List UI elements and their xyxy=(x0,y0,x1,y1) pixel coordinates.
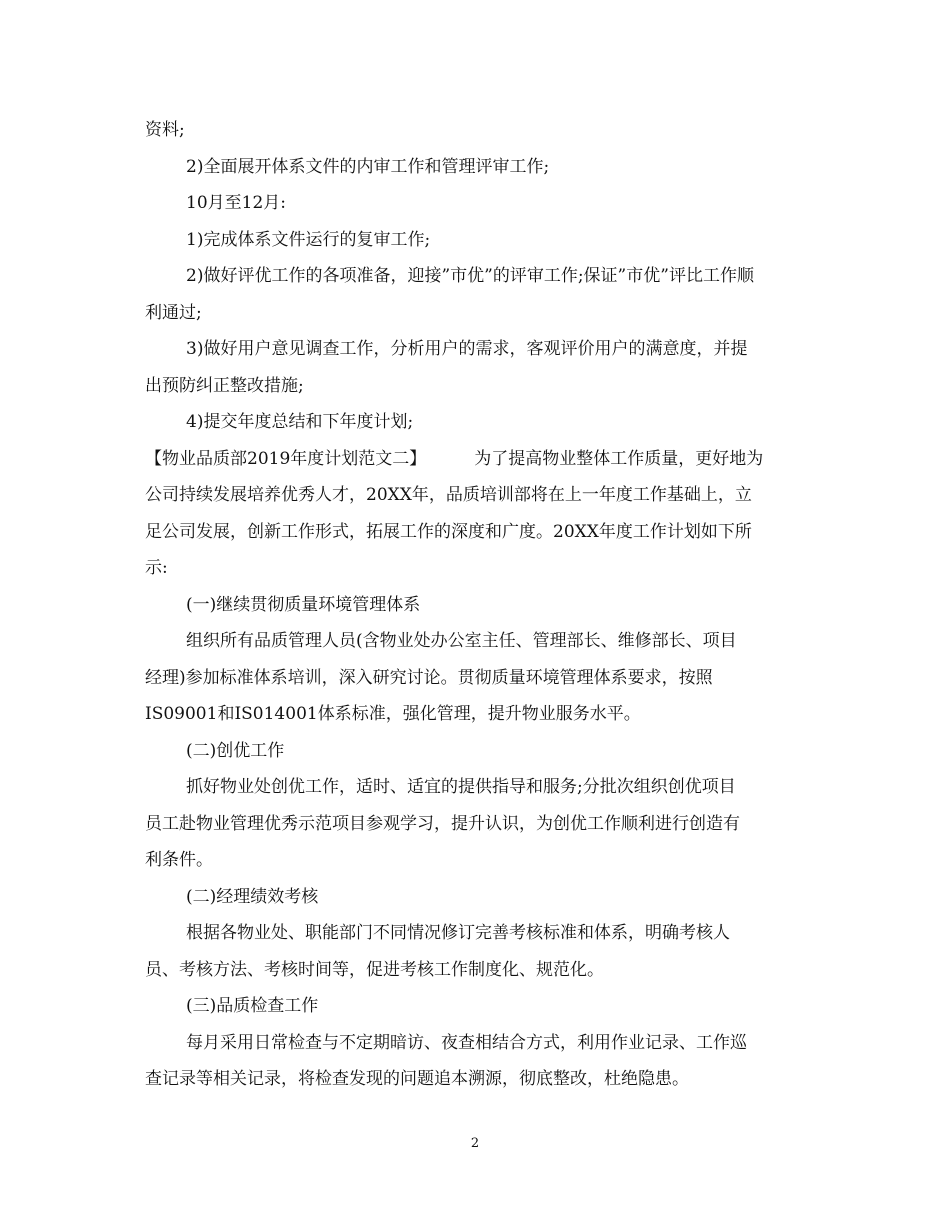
text-line xyxy=(145,915,810,952)
text-line xyxy=(145,696,810,733)
text-line-content: (二)创优工作 xyxy=(186,740,285,761)
text-line xyxy=(145,842,810,879)
text-line xyxy=(145,879,810,916)
text-line xyxy=(145,404,810,441)
text-line xyxy=(145,112,810,149)
text-line-content: 4)提交年度总结和下年度计划; xyxy=(186,412,414,432)
text-line-content: 利条件。 xyxy=(145,850,213,870)
text-line xyxy=(145,331,810,368)
text-line xyxy=(145,295,810,332)
text-line xyxy=(145,587,810,624)
text-line xyxy=(145,1061,810,1098)
text-line xyxy=(145,550,810,587)
page-number: 2 xyxy=(470,1136,480,1151)
text-line xyxy=(145,623,810,660)
text-line xyxy=(145,952,810,989)
text-line xyxy=(145,660,810,697)
text-line-content: 足公司发展，创新工作形式，拓展工作的深度和广度。20XX年度工作计划如下所 xyxy=(145,521,752,542)
text-line-content: 员工赴物业管理优秀示范项目参观学习，提升认识，为创优工作顺利进行创造有 xyxy=(145,813,740,834)
text-line-content: IS09001和IS014001体系标准，强化管理，提升物业服务水平。 xyxy=(145,704,641,724)
text-line-content: 利通过; xyxy=(145,302,202,323)
text-line-content: (一)继续贯彻质量环境管理体系 xyxy=(186,594,421,615)
text-line xyxy=(145,988,810,1025)
text-line xyxy=(145,185,810,222)
text-line-content: 组织所有品质管理人员(含物业处办公室主任、管理部长、维修部长、项目 xyxy=(186,631,737,651)
text-line xyxy=(145,514,810,551)
text-line xyxy=(145,1025,810,1062)
text-line-content: 【物业品质部2019年度计划范文二】 xyxy=(145,448,427,469)
text-line-content: 员、考核方法、考核时间等，促进考核工作制度化、规范化。 xyxy=(145,959,604,980)
text-line-tail: 为了提高物业整体工作质量，更好地为 xyxy=(474,448,764,469)
text-line-content: 2)全面展开体系文件的内审工作和管理评审工作; xyxy=(186,156,550,177)
text-line-content: 公司持续发展培养优秀人才，20XX年，品质培训部将在上一年度工作基础上，立 xyxy=(145,485,752,505)
text-line-content: 3)做好用户意见调查工作，分析用户的需求，客观评价用户的满意度，并提 xyxy=(186,339,748,359)
text-line-content: 示: xyxy=(145,558,168,578)
text-line xyxy=(145,222,810,259)
text-line-content: 10月至12月: xyxy=(186,193,286,213)
text-line-content: 根据各物业处、职能部门不同情况修订完善考核标准和体系，明确考核人 xyxy=(186,923,730,943)
document-body xyxy=(145,112,810,1098)
text-line-content: 1)完成体系文件运行的复审工作; xyxy=(186,229,431,250)
text-line xyxy=(145,477,810,514)
text-line-content: 每月采用日常检查与不定期暗访、夜查相结合方式，利用作业记录、工作巡 xyxy=(186,1032,747,1053)
text-line xyxy=(145,368,810,405)
text-line-content: (三)品质检查工作 xyxy=(186,996,319,1016)
text-line-content: 抓好物业处创优工作，适时、适宜的提供指导和服务;分批次组织创优项目 xyxy=(186,777,736,797)
text-line-content: 资料; xyxy=(145,120,185,140)
text-line xyxy=(145,149,810,186)
text-line xyxy=(145,258,810,295)
text-line xyxy=(145,806,810,843)
text-line xyxy=(145,769,810,806)
text-line-content: 出预防纠正整改措施; xyxy=(145,375,304,396)
text-line-content: 2)做好评优工作的各项准备，迎接”市优”的评审工作;保证”市优”评比工作顺 xyxy=(186,266,754,286)
text-line-content: (二)经理绩效考核 xyxy=(186,886,319,907)
text-line xyxy=(145,441,810,478)
text-line-content: 经理)参加标准体系培训，深入研究讨论。贯彻质量环境管理体系要求，按照 xyxy=(145,667,713,688)
text-line-content: 查记录等相关记录，将检查发现的问题追本溯源，彻底整改，杜绝隐患。 xyxy=(145,1069,689,1089)
text-line xyxy=(145,733,810,770)
